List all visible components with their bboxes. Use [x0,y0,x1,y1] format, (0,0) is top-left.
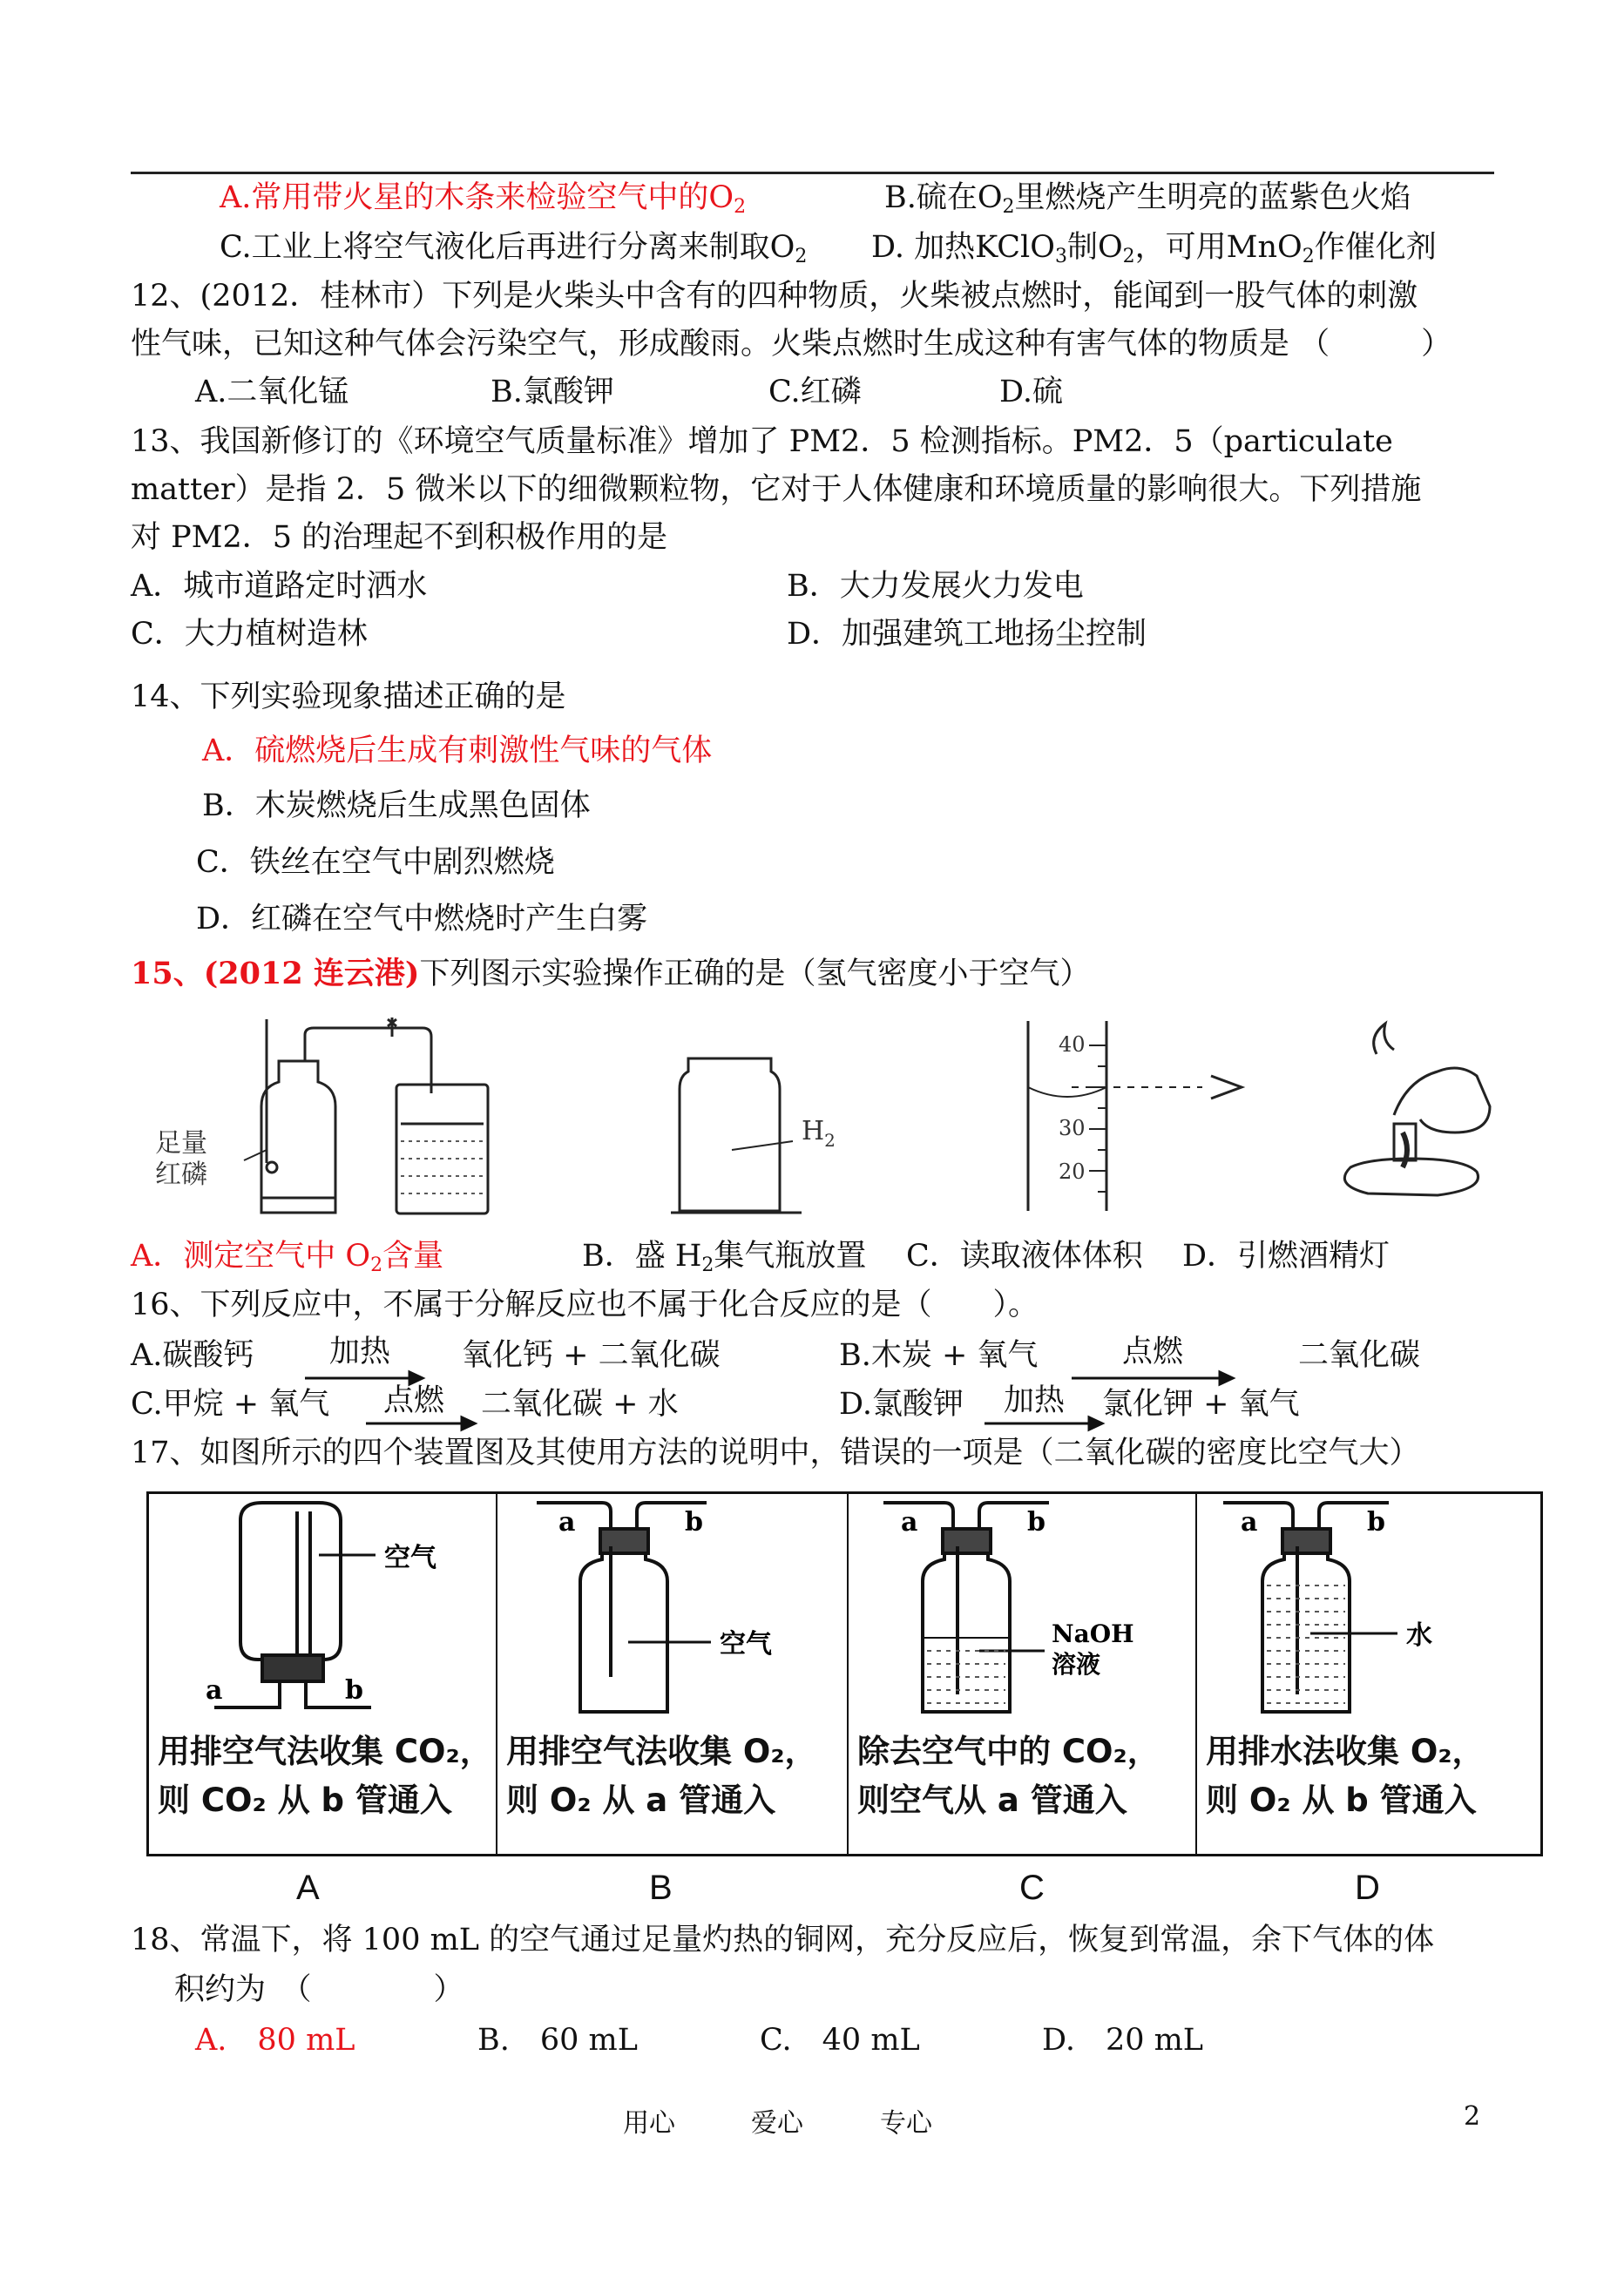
q18-line1: 18、常温下，将 100 mL 的空气通过足量灼热的铜网，充分反应后，恢复到常温，余下气体的体 [131,1923,1435,1957]
pipe-a-b: a [558,1507,576,1538]
q15-option-d: D．引燃酒精灯 [1182,1239,1391,1274]
q16-c-reactant: C.甲烷 + 氧气 [131,1387,330,1422]
q15-option-a: A．测定空气中 $O_2$含量 [131,1239,444,1276]
footer-text-2: 爱心 [751,2108,803,2139]
q17-label-c: C [1019,1869,1045,1907]
q18-option-b: B. 60 mL [477,2023,638,2058]
q16-c-condition: 点燃 [383,1383,445,1418]
q16-b-reactant: B.木炭 + 氧气 [839,1338,1039,1373]
page-number: 2 [1464,2101,1481,2132]
q18-option-d: D. 20 mL [1042,2023,1204,2058]
q11-option-a: A.常用带火星的木条来检验空气中的$O_2$ [220,180,747,218]
pipe-b-d: b [1367,1507,1385,1538]
q17-cell-b [497,1494,849,1854]
q15-option-c: C．读取液体体积 [906,1239,1143,1274]
q11-option-d: D. 加热KClO$_3$制$O_2$，可用MnO$_2$作催化剂 [871,230,1437,267]
q12-line2: 性气味，已知这种气体会污染空气，形成酸雨。火柴点燃时生成这种有害气体的物质是 （ ） [131,327,1452,362]
tick-30: 30 [1059,1116,1086,1140]
q14-option-c: C．铁丝在空气中剧烈燃烧 [196,845,555,880]
pipe-a-a: a [206,1675,223,1706]
q17-label-b: B [649,1869,673,1907]
q13-option-a: A．城市道路定时洒水 [131,569,428,604]
fig-label-1: 足量 [155,1128,207,1159]
q14-option-a: A．硫燃烧后生成有刺激性气味的气体 [202,734,713,768]
q13-line3: 对 PM2．5 的治理起不到积极作用的是 [131,520,668,555]
q16-stem: 16、下列反应中，不属于分解反应也不属于化合反应的是（ ）。 [131,1288,1039,1322]
q17-cell-a [149,1494,497,1854]
pipe-a-c: a [901,1507,918,1538]
q18-line2: 积约为 （ ） [174,1972,464,2007]
q16-a-reactant: A.碳酸钙 [131,1338,254,1373]
q13-option-c: C．大力植树造林 [131,617,368,652]
q16-b-condition: 点燃 [1122,1335,1184,1369]
q15-stem: 15、(2012 连云港)下列图示实验操作正确的是（氢气密度小于空气） [131,956,1091,991]
q13-line2: matter）是指 2．5 微米以下的细微颗粒物，它对于人体健康和环境质量的影响很大。下列措施 [131,472,1422,507]
q17-caption-b: 用排空气法收集 O₂， 则 O₂ 从 a 管通入 [506,1733,817,1819]
label-water: 水 [1406,1620,1432,1651]
q16-a-product: 氧化钙 + 二氧化碳 [462,1338,721,1373]
q16-b-product: 二氧化碳 [1298,1338,1421,1373]
q12-option-c: C.红磷 [768,375,862,409]
q14-option-b: B．木炭燃烧后生成黑色固体 [202,788,591,823]
label-solution: 溶液 [1052,1650,1101,1679]
q12-option-a: A.二氧化锰 [195,375,349,409]
bottle-icon [580,1542,667,1712]
q16-c-product: 二氧化碳 + 水 [481,1387,679,1422]
h2-label: $H_2$ [802,1116,836,1151]
q11-option-c: C.工业上将空气液化后再进行分离来制取$O_2$ [220,230,808,267]
q17-stem: 17、如图所示的四个装置图及其使用方法的说明中，错误的一项是（二氧化碳的密度比空气大） [131,1436,1420,1471]
bottle-icon [1262,1542,1350,1712]
pipe-a-d: a [1241,1507,1258,1538]
q17-cell-c [849,1494,1197,1854]
q16-d-product: 氯化钾 + 氧气 [1102,1387,1300,1422]
q16-d-reactant: D.氯酸钾 [839,1387,964,1422]
bottle-inverted-icon [240,1503,341,1660]
q14-option-d: D．红磷在空气中燃烧时产生白雾 [196,902,648,936]
q18-option-c: C. 40 mL [760,2023,920,2058]
label-naoh: NaOH [1052,1619,1134,1648]
label-air-a: 空气 [384,1543,436,1573]
pipe-b-b: b [685,1507,703,1538]
q17-caption-a: 用排空气法收集 CO₂， 则 CO₂ 从 b 管通入 [158,1733,492,1819]
q17-caption-d: 用排水法收集 O₂， 则 O₂ 从 b 管通入 [1206,1733,1485,1819]
tick-20: 20 [1059,1160,1086,1184]
q17-cell-d [1197,1494,1540,1854]
q16-d-condition: 加热 [1004,1383,1066,1418]
pipe-b-a: b [345,1675,363,1706]
q12-option-d: D.硫 [999,375,1063,409]
pipe-b-c: b [1027,1507,1045,1538]
q14-stem: 14、下列实验现象描述正确的是 [131,679,566,714]
q17-caption-c: 除去空气中的 CO₂， 则空气从 a 管通入 [857,1733,1160,1819]
bottle-icon [923,1542,1010,1712]
fig-label-2: 红磷 [155,1160,207,1190]
footer-text-1: 用心 [623,2108,675,2139]
q12-option-b: B.氯酸钾 [491,375,614,409]
q17-figure-table [146,1491,1543,1856]
q15-option-b: B．盛 $H_2$集气瓶放置 [582,1239,867,1276]
q11-option-b: B.硫在$O_2$里燃烧产生明亮的蓝紫色火焰 [884,180,1411,218]
q17-label-d: D [1355,1869,1380,1907]
q13-line1: 13、我国新修订的《环境空气质量标准》增加了 PM2．5 检测指标。PM2．5（particulate [131,424,1393,459]
footer-text-3: 专心 [880,2108,932,2139]
q18-option-a: A. 80 mL [195,2023,355,2058]
q13-option-b: B．大力发展火力发电 [787,569,1084,604]
q13-option-d: D．加强建筑工地扬尘控制 [787,617,1147,652]
tick-40: 40 [1059,1032,1086,1057]
q12-line1: 12、(2012．桂林市）下列是火柴头中含有的四种物质，火柴被点燃时，能闻到一股气体的刺激 [131,279,1418,314]
label-air-b: 空气 [720,1629,772,1660]
q17-label-a: A [296,1869,320,1907]
q16-a-condition: 加热 [329,1335,391,1369]
